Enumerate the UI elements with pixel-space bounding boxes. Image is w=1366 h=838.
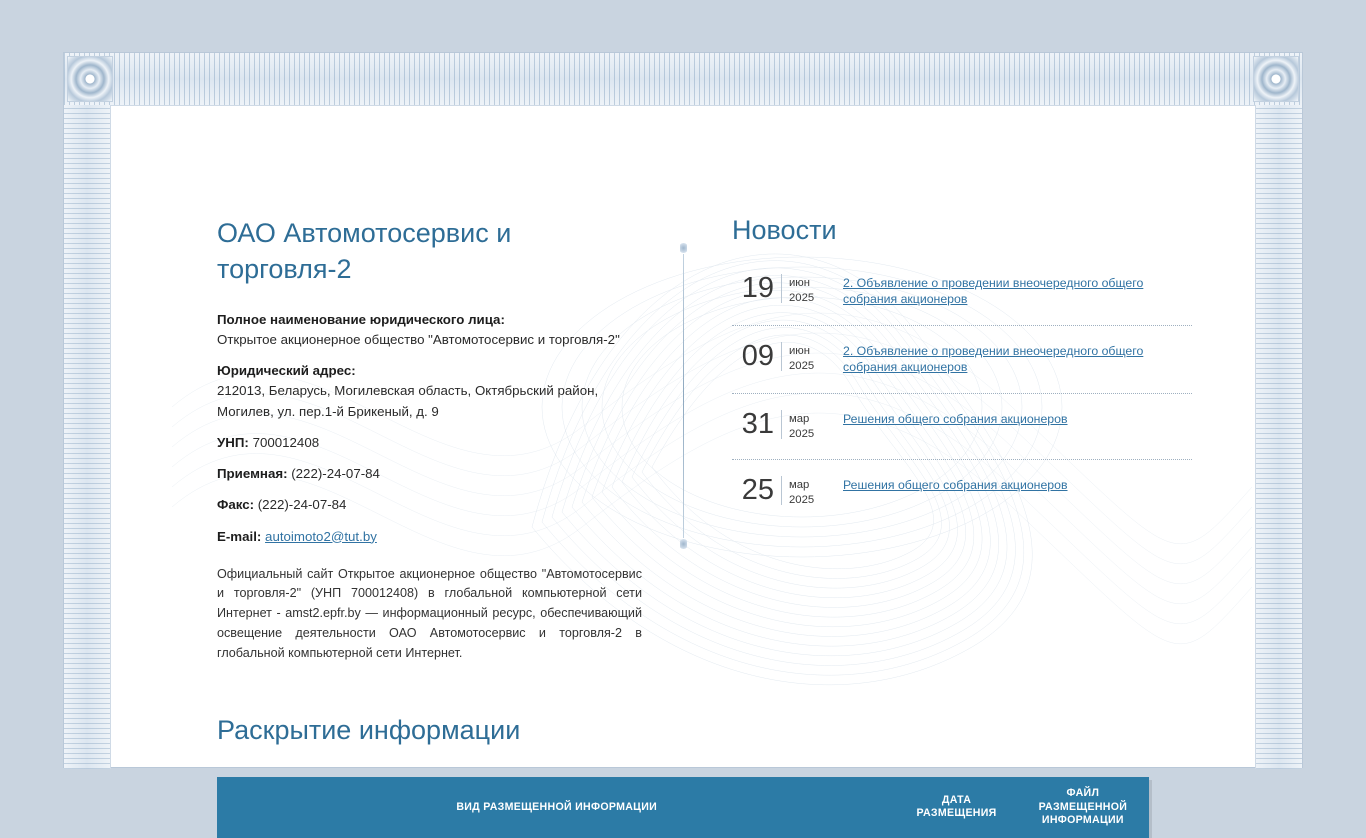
news-link[interactable]: Решения общего собрания акционеров: [843, 477, 1068, 492]
news-day: 19: [732, 274, 782, 303]
full-name-field: [217, 310, 642, 350]
address-field: [217, 361, 642, 422]
unp-value: 700012408: [252, 434, 320, 450]
rosette-ornament-right: [1253, 56, 1299, 102]
page-title: ОАО Автомотосервис и торговля-2: [217, 218, 512, 285]
email-link[interactable]: autoimoto2@tut.by: [265, 528, 377, 544]
reception-label: Приемная:: [217, 466, 288, 482]
disclosure-heading: Раскрытие информации: [217, 715, 521, 745]
reception-value: (222)-24-07-84: [291, 466, 380, 482]
decorative-border-left: [64, 105, 111, 769]
decorative-border-top: [64, 53, 1302, 106]
news-month-year: [782, 476, 835, 508]
news-item[interactable]: [732, 274, 1192, 326]
unp-field: [217, 433, 642, 453]
fax-label: Факс:: [217, 497, 255, 513]
news-column: [732, 215, 1192, 541]
decorative-border-right: [1255, 105, 1302, 769]
news-month: мар: [789, 412, 810, 425]
news-year: 2025: [789, 359, 815, 372]
vertical-divider-ornament: [683, 242, 685, 550]
fax-field: [217, 495, 642, 515]
news-link[interactable]: Решения общего собрания акционеров: [843, 411, 1068, 426]
divider-line: [683, 254, 684, 538]
news-day: 31: [732, 410, 782, 439]
news-link[interactable]: 2. Объявление о проведении внеочередного общего собрания акционеров: [843, 276, 1144, 306]
news-item[interactable]: [732, 407, 1192, 460]
rosette-ornament-left: [67, 56, 113, 102]
news-day: 25: [732, 476, 782, 505]
page-content: [112, 107, 1254, 827]
column-header-date[interactable]: ДАТА РАЗМЕЩЕНИЯ: [896, 777, 1016, 838]
news-month-year: [782, 274, 835, 306]
email-field: [217, 527, 642, 547]
company-info-column: [217, 215, 642, 676]
document-page: [63, 52, 1303, 827]
address-label: Юридический адрес:: [217, 363, 356, 379]
news-month-year: [782, 410, 835, 442]
news-item[interactable]: [732, 473, 1192, 525]
news-year: 2025: [789, 493, 815, 506]
news-year: 2025: [789, 291, 815, 304]
disclosure-table: [217, 777, 1149, 838]
full-name-value: Открытое акционерное общество "Автомотосервис и торговля-2": [217, 332, 620, 348]
column-header-file[interactable]: ФАЙЛ РАЗМЕЩЕННОЙ ИНФОРМАЦИИ: [1017, 777, 1149, 838]
unp-label: УНП:: [217, 434, 249, 450]
divider-cap-top-icon: [680, 242, 687, 254]
news-month: июн: [789, 344, 811, 357]
email-label: E-mail:: [217, 528, 262, 544]
news-month: мар: [789, 478, 810, 491]
news-heading: Новости: [732, 215, 837, 245]
fax-value: (222)-24-07-84: [257, 497, 347, 513]
news-day: 09: [732, 342, 782, 371]
news-month-year: [782, 342, 835, 374]
column-header-kind[interactable]: ВИД РАЗМЕЩЕННОЙ ИНФОРМАЦИИ: [217, 777, 896, 838]
table-header-row: [217, 777, 1149, 838]
reception-field: [217, 464, 642, 484]
site-description: Официальный сайт Открытое акционерное общество "Автомотосервис и торговля-2" (УНП 700012408) в глобальной компьютерной сети Интернет - amst2.epfr.by — информационный ресурс, обеспечивающий освещение деятельности ОАО Автомотосервис и торговля-2 в глобальной компьютерной сети Интернет.: [217, 566, 642, 660]
news-link[interactable]: 2. Объявление о проведении внеочередного общего собрания акционеров: [843, 343, 1144, 374]
news-month: июн: [789, 277, 811, 289]
full-name-label: Полное наименование юридического лица:: [217, 311, 505, 327]
divider-cap-bottom-icon: [680, 538, 687, 550]
news-item[interactable]: [732, 339, 1192, 394]
address-value: 212013, Беларусь, Могилевская область, Октябрьский район, Могилев, ул. пер.1-й Брикеный, д. 9: [217, 383, 599, 419]
news-year: 2025: [789, 427, 815, 440]
